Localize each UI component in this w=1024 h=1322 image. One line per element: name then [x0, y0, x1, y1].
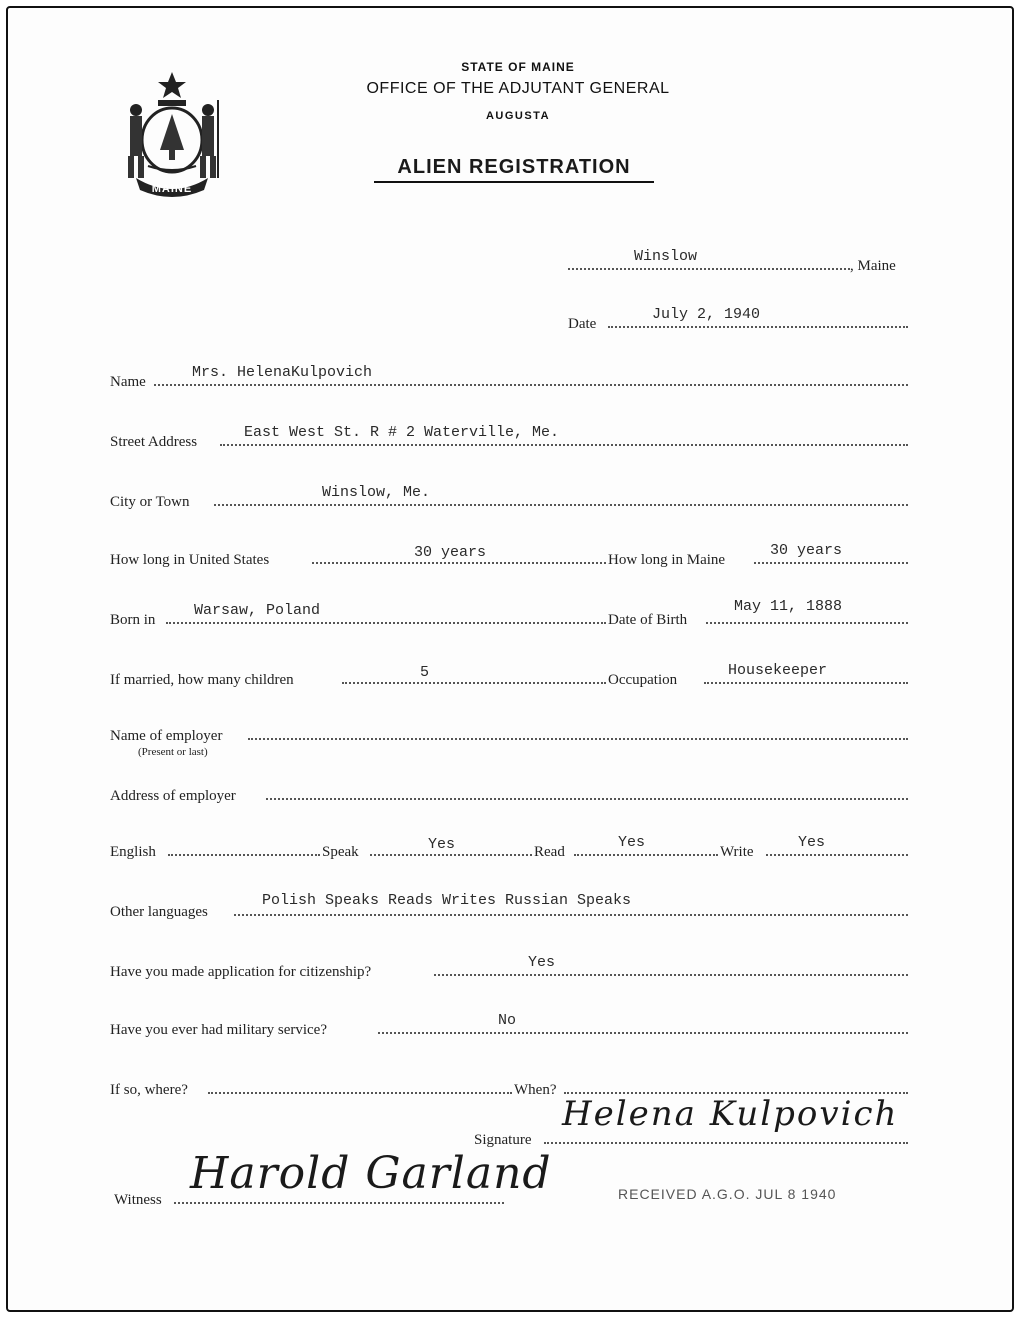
header-state: STATE OF MAINE	[461, 60, 575, 74]
other-languages-value: Polish Speaks Reads Writes Russian Speaks	[262, 892, 632, 909]
employer-address-line	[266, 798, 908, 800]
header-office: OFFICE OF THE ADJUTANT GENERAL	[366, 80, 670, 97]
witness-value: Harold Garland	[190, 1148, 552, 1199]
city-line	[214, 504, 908, 506]
us-duration-line	[312, 562, 606, 564]
signature-label: Signature	[474, 1132, 532, 1148]
english-read-label: Read	[534, 844, 565, 860]
other-languages-label: Other languages	[110, 904, 208, 920]
street-label: Street Address	[110, 434, 198, 450]
english-speak-line	[370, 854, 532, 856]
english-speak-label: Speak	[322, 844, 359, 860]
received-stamp: RECEIVED A.G.O. JUL 8 1940	[618, 1186, 837, 1202]
maine-seal	[118, 70, 226, 198]
town-value: Winslow	[634, 248, 698, 265]
name-value: Mrs. HelenaKulpovich	[192, 364, 373, 381]
children-value: 5	[420, 664, 430, 681]
street-value: East West St. R # 2 Waterville, Me.	[244, 424, 560, 441]
date-value: July 2, 1940	[652, 306, 761, 323]
citizenship-line	[434, 974, 908, 976]
born-line	[166, 622, 606, 624]
where-label: If so, where?	[110, 1082, 188, 1098]
form-title: ALIEN REGISTRATION	[374, 156, 654, 183]
name-line	[154, 384, 908, 386]
citizenship-value: Yes	[528, 954, 556, 971]
occupation-value: Housekeeper	[728, 662, 828, 679]
occupation-line	[704, 682, 908, 684]
dob-line	[706, 622, 908, 624]
other-languages-line	[234, 914, 908, 916]
english-read-value: Yes	[618, 834, 646, 851]
employer-label: Name of employer	[110, 728, 223, 744]
us-duration-label: How long in United States	[110, 552, 270, 568]
witness-line	[174, 1202, 504, 1204]
date-label: Date	[568, 316, 597, 332]
military-value: No	[498, 1012, 517, 1029]
english-write-value: Yes	[798, 834, 826, 851]
witness-label: Witness	[114, 1192, 162, 1208]
english-speak-value: Yes	[428, 836, 456, 853]
seal-banner-text: MAINE	[151, 183, 193, 195]
english-line	[168, 854, 320, 856]
city-label: City or Town	[110, 494, 190, 510]
born-label: Born in	[110, 612, 156, 628]
maine-duration-line	[754, 562, 908, 564]
where-line	[208, 1092, 512, 1094]
street-line	[220, 444, 908, 446]
military-line	[378, 1032, 908, 1034]
born-value: Warsaw, Poland	[194, 602, 321, 619]
town-suffix: , Maine	[850, 258, 896, 274]
when-label: When?	[514, 1082, 557, 1098]
employer-sublabel: (Present or last)	[138, 746, 208, 758]
maine-duration-label: How long in Maine	[608, 552, 726, 568]
us-duration-value: 30 years	[414, 544, 487, 561]
town-line	[568, 268, 850, 270]
english-write-line	[766, 854, 908, 856]
children-label: If married, how many children	[110, 672, 294, 688]
header-city: AUGUSTA	[485, 110, 551, 122]
employer-address-label: Address of employer	[110, 788, 236, 804]
occupation-label: Occupation	[608, 672, 678, 688]
signature-value: Helena Kulpovich	[562, 1094, 899, 1134]
employer-line	[248, 738, 908, 740]
date-line	[608, 326, 908, 328]
citizenship-label: Have you made application for citizenship?	[110, 964, 372, 980]
city-value: Winslow, Me.	[322, 484, 431, 501]
dob-label: Date of Birth	[608, 612, 688, 628]
maine-duration-value: 30 years	[770, 542, 843, 559]
military-label: Have you ever had military service?	[110, 1022, 327, 1038]
document-page	[6, 6, 1014, 1312]
name-label: Name	[110, 374, 146, 390]
english-label: English	[110, 844, 156, 860]
dob-value: May 11, 1888	[734, 598, 843, 615]
signature-line	[544, 1142, 908, 1144]
english-read-line	[574, 854, 718, 856]
english-write-label: Write	[720, 844, 754, 860]
children-line	[342, 682, 606, 684]
